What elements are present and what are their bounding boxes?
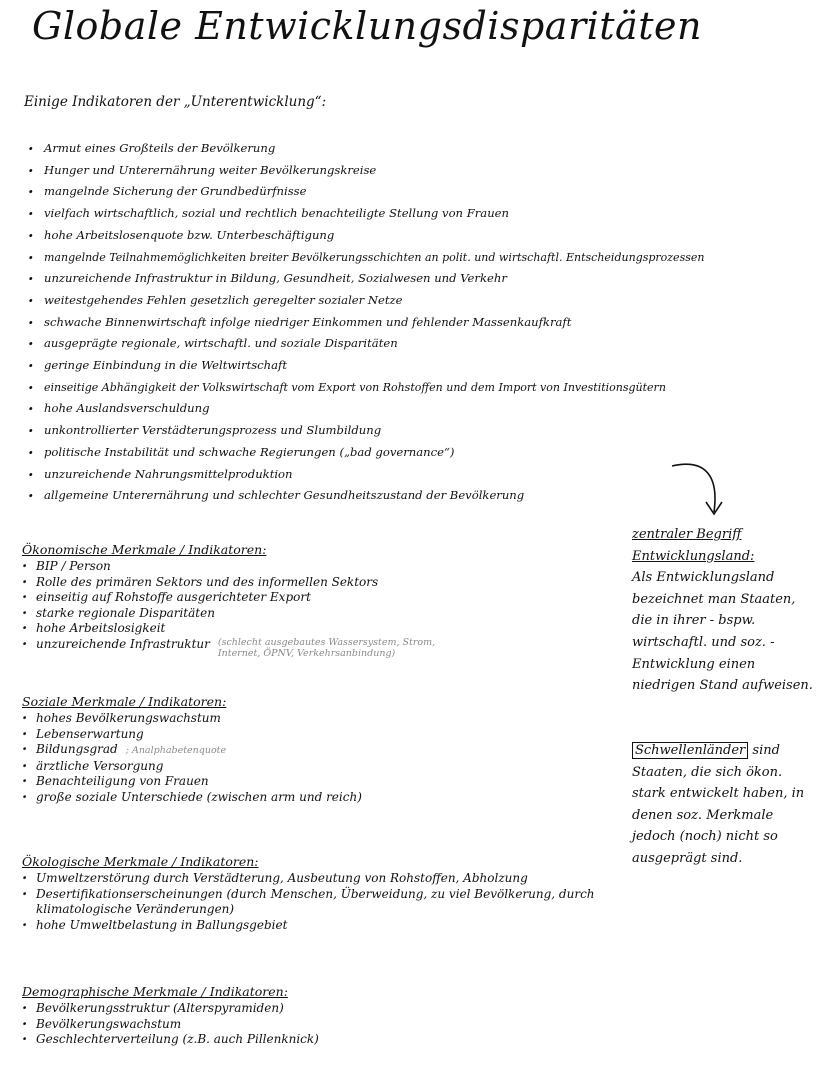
list-item: · mangelnde Teilnahmemöglichkeiten breiter Bevölkerungsschichten an polit. und wirtschaftl. Entscheidungsprozessen xyxy=(28,247,818,269)
section-heading: Ökonomische Merkmale / Indikatoren: xyxy=(22,542,267,557)
list-item: · Bevölkerungsstruktur (Alterspyramiden) xyxy=(22,1001,622,1017)
list-item: · geringe Einbindung in die Weltwirtschaft xyxy=(28,355,818,377)
list-item: · Umweltzerstörung durch Verstädterung, Ausbeutung von Rohstoffen, Abholzung xyxy=(22,871,626,887)
schwellenlaender-text: sind Staaten, die sich ökon. stark entwickelt haben, in denen soz. Merkmale jedoch (noch) nicht so ausgeprägt sind. xyxy=(632,743,805,866)
list-item: · Bevölkerungswachstum xyxy=(22,1017,622,1033)
arrow-down-icon xyxy=(668,460,738,520)
list-item: · einseitig auf Rohstoffe ausgerichteter Export xyxy=(22,590,622,606)
list-item: · vielfach wirtschaftlich, sozial und rechtlich benachteiligte Stellung von Frauen xyxy=(28,203,818,225)
list-item: · hohe Auslandsverschuldung xyxy=(28,398,818,420)
list-item: · unzureichende Nahrungsmittelproduktion xyxy=(28,464,818,486)
list-item: · hohe Arbeitslosenquote bzw. Unterbeschäftigung xyxy=(28,225,818,247)
list-item: · Benachteiligung von Frauen xyxy=(22,774,622,790)
list-item: · schwache Binnenwirtschaft infolge niedriger Einkommen und fehlender Massenkaufkraft xyxy=(28,312,818,334)
list-item: · unzureichende Infrastruktur in Bildung, Gesundheit, Sozialwesen und Verkehr xyxy=(28,268,818,290)
list-item: · politische Instabilität und schwache Regierungen („bad governance“) xyxy=(28,442,818,464)
list-item: · einseitige Abhängigkeit der Volkswirtschaft vom Export von Rohstoffen und dem Import von Investitionsgütern xyxy=(28,377,818,399)
list-item: · hohe Umweltbelastung in Ballungsgebiet xyxy=(22,918,622,934)
list-item: · starke regionale Disparitäten xyxy=(22,606,622,622)
section-heading: Demographische Merkmale / Indikatoren: xyxy=(22,984,288,999)
oekonomische-merkmale xyxy=(22,542,622,659)
soziale-merkmale xyxy=(22,694,622,806)
section-heading: Ökologische Merkmale / Indikatoren: xyxy=(22,854,259,869)
demographische-merkmale xyxy=(22,984,622,1048)
list-item: · Lebenserwartung xyxy=(22,727,622,743)
list-item: · mangelnde Sicherung der Grundbedürfnisse xyxy=(28,181,818,203)
entwicklungsland-text: Als Entwicklungsland bezeichnet man Staaten, die in ihrer - bspw. wirtschaftl. und soz. - Entwicklung einen niedrigen Stand aufweisen. xyxy=(632,570,813,694)
list-item: · Desertifikationserscheinungen (durch Menschen, Überweidung, zu viel Bevölkerung, durch klimatologische Veränderungen) xyxy=(22,887,626,918)
item-text: unzureichende Infrastruktur xyxy=(36,636,210,651)
item-text: Bildungsgrad xyxy=(36,742,118,757)
list-item: · große soziale Unterschiede (zwischen arm und reich) xyxy=(22,790,622,806)
list-item: · hohe Arbeitslosigkeit xyxy=(22,621,622,637)
list-item: · Rolle des primären Sektors und des informellen Sektors xyxy=(22,575,622,591)
bildung-note: ; Analphabetenquote xyxy=(125,745,227,757)
list-item: · Geschlechterverteilung (z.B. auch Pillenknick) xyxy=(22,1032,622,1048)
entwicklungsland-term: Entwicklungsland: xyxy=(632,548,755,564)
schwellenlaender-term: Schwellenländer xyxy=(632,742,748,759)
section-heading: Soziale Merkmale / Indikatoren: xyxy=(22,694,227,709)
intro-heading: Einige Indikatoren der „Unterentwicklung“: xyxy=(24,94,327,110)
list-item: · BIP / Person xyxy=(22,559,622,575)
list-item xyxy=(22,637,622,659)
list-item: · ausgeprägte regionale, wirtschaftl. und soziale Disparitäten xyxy=(28,333,818,355)
page-title: Globale Entwicklungsdisparitäten xyxy=(32,4,702,48)
list-item: · hohes Bevölkerungswachstum xyxy=(22,711,622,727)
infrastructure-note: (schlecht ausgebautes Wassersystem, Strom, Internet, ÖPNV, Verkehrsanbindung) xyxy=(217,636,436,659)
begriff-label: zentraler Begriff xyxy=(632,527,742,542)
list-item xyxy=(22,742,622,759)
oekologische-merkmale xyxy=(22,854,622,933)
list-item: · Armut eines Großteils der Bevölkerung xyxy=(28,138,818,160)
list-item: · ärztliche Versorgung xyxy=(22,759,622,775)
list-item: · allgemeine Unterernährung und schlechter Gesundheitszustand der Bevölkerung xyxy=(28,485,818,507)
list-item: · unkontrollierter Verstädterungsprozess und Slumbildung xyxy=(28,420,818,442)
indicator-list xyxy=(28,138,818,507)
list-item: · Hunger und Unterernährung weiter Bevölkerungskreise xyxy=(28,160,818,182)
schwellenlaender-definition xyxy=(632,740,817,870)
list-item: · weitestgehendes Fehlen gesetzlich geregelter sozialer Netze xyxy=(28,290,818,312)
entwicklungsland-definition xyxy=(632,524,817,697)
